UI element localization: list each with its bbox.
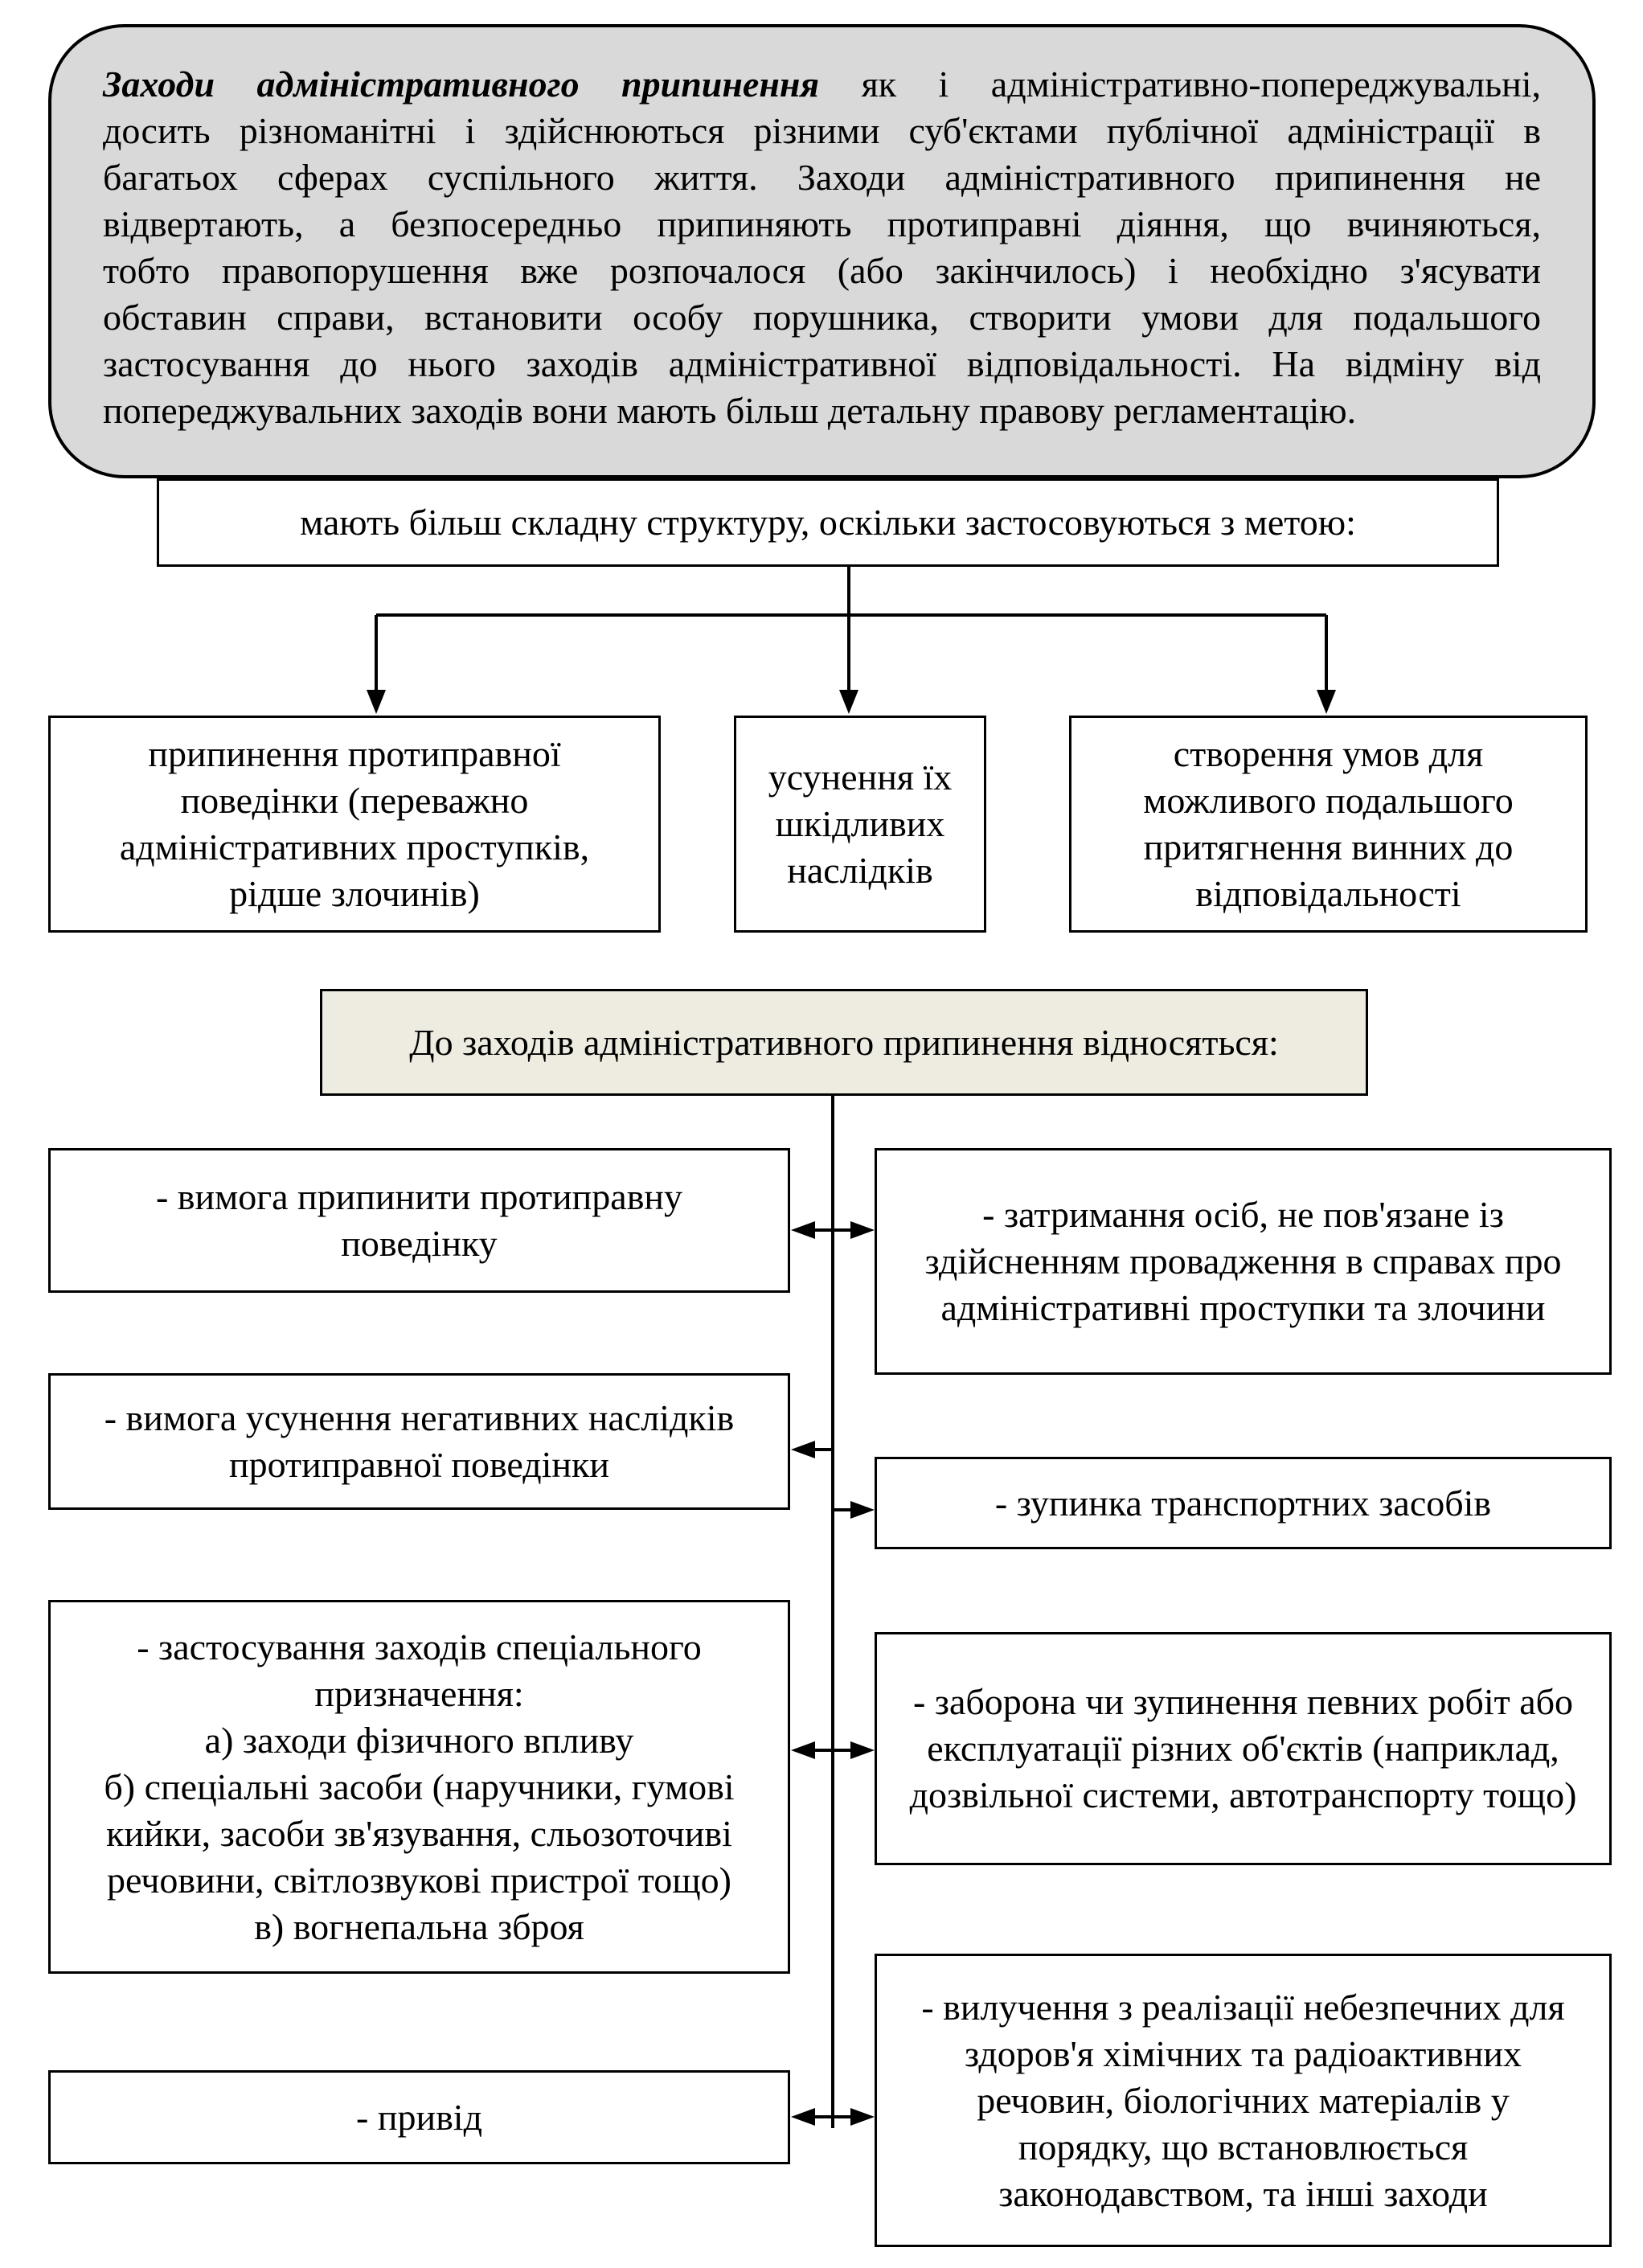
- intro-line-4: відвертають, а безпосередньо припиняють протиправні діяння, що вчиняються,: [103, 203, 1541, 244]
- measure-special-means: [48, 1600, 790, 1974]
- arrowhead-row1-right: [850, 1221, 875, 1239]
- measure-compulsory-attendance: [48, 2070, 790, 2164]
- intro-definition-box: [48, 24, 1596, 478]
- measure-demand-stop-text: - вимога припинити протиправну поведінку: [155, 1176, 683, 1264]
- measure-work-prohibition: [875, 1632, 1612, 1865]
- measure-special-means-line-4: в) вогнепальна зброя: [254, 1905, 584, 1947]
- intro-line-5: тобто правопорушення вже розпочалося (або закінчилось) і необхідно з'ясувати: [103, 250, 1541, 291]
- measure-demand-stop: [48, 1148, 790, 1293]
- measure-detention-text: - затримання осіб, не пов'язане із здійсненням провадження в справах про адміністративні проступки та злочини: [924, 1194, 1562, 1328]
- intro-title: Заходи адміністративного припинення: [103, 64, 820, 105]
- intro-line-7: застосування до нього заходів адміністративної відповідальності. На відміну від: [103, 343, 1541, 384]
- measure-vehicle-stop-text: - зупинка транспортних засобів: [994, 1482, 1492, 1524]
- arrowhead-row2-right: [850, 1501, 875, 1519]
- arrowhead-row2-left: [791, 1441, 815, 1458]
- intro-line-2: досить різноманітні і здійснюються різними суб'єктами публічної адміністрації в: [103, 110, 1541, 151]
- intro-line-6: обставин справи, встановити особу порушника, створити умови для подальшого: [103, 297, 1541, 338]
- measure-compulsory-attendance-text: - привід: [356, 2096, 482, 2138]
- structure-text: мають більш складну структуру, оскільки застосовуються з метою:: [300, 502, 1356, 543]
- goal-text-stop-behavior: припинення протиправної поведінки (переважно адміністративних проступків, рідше злочинів): [119, 733, 590, 914]
- measure-special-means-line-2: а) заходи фізичного впливу: [204, 1719, 634, 1761]
- intro-line-1: Заходи адміністративного припинення як і адміністративно-попереджувальні,: [103, 64, 1541, 105]
- goal-box-eliminate-consequences: [734, 716, 986, 933]
- goal-text-create-conditions: створення умов для можливого подальшого притягнення винних до відповідальності: [1143, 733, 1514, 914]
- arrowhead-row3-left: [791, 1741, 815, 1759]
- arrowhead-goal3: [1317, 690, 1336, 714]
- arrowhead-row1-left: [791, 1221, 815, 1239]
- measure-demand-eliminate-text: - вимога усунення негативних наслідків протиправної поведінки: [104, 1397, 735, 1485]
- measures-header-text: До заходів адміністративного припинення відносяться:: [409, 1021, 1279, 1063]
- goal-text-eliminate-consequences: усунення їх шкідливих наслідків: [768, 757, 953, 891]
- measure-demand-eliminate: [48, 1373, 790, 1510]
- intro-line-3: багатьох сферах суспільного життя. Заходи адміністративного припинення не: [103, 157, 1541, 198]
- arrowhead-goal1: [367, 690, 386, 714]
- measure-special-means-line-3: б) спеціальні засоби (наручники, гумові кийки, засоби зв'язування, сльозоточиві речовини, світлозвукові пристрої тощо): [104, 1766, 735, 1901]
- measure-detention: [875, 1148, 1612, 1375]
- arrowhead-row4-left: [791, 2108, 815, 2126]
- arrowhead-row3-right: [850, 1741, 875, 1759]
- measure-work-prohibition-text: - заборона чи зупинення певних робіт або експлуатації різних об'єктів (наприклад, дозвільної системи, автотранспорту тощо): [909, 1681, 1577, 1815]
- structure-box: [157, 478, 1499, 567]
- goal-box-stop-behavior: [48, 716, 661, 933]
- measure-withdrawal: [875, 1954, 1612, 2247]
- arrowhead-row4-right: [850, 2108, 875, 2126]
- measures-header-box: [320, 989, 1368, 1096]
- measure-withdrawal-text: - вилучення з реалізації небезпечних для здоров'я хімічних та радіоактивних речовин, біологічних матеріалів у порядку, що встановлюється законодавством, та інші заходи: [921, 1986, 1565, 2214]
- arrowhead-goal2: [839, 690, 858, 714]
- measure-vehicle-stop: [875, 1457, 1612, 1549]
- goal-box-create-conditions: [1069, 716, 1588, 933]
- measure-special-means-line-1: - застосування заходів спеціального призначення:: [137, 1626, 702, 1714]
- intro-line-8: попереджувальних заходів вони мають більш детальну правову регламентацію.: [103, 390, 1357, 431]
